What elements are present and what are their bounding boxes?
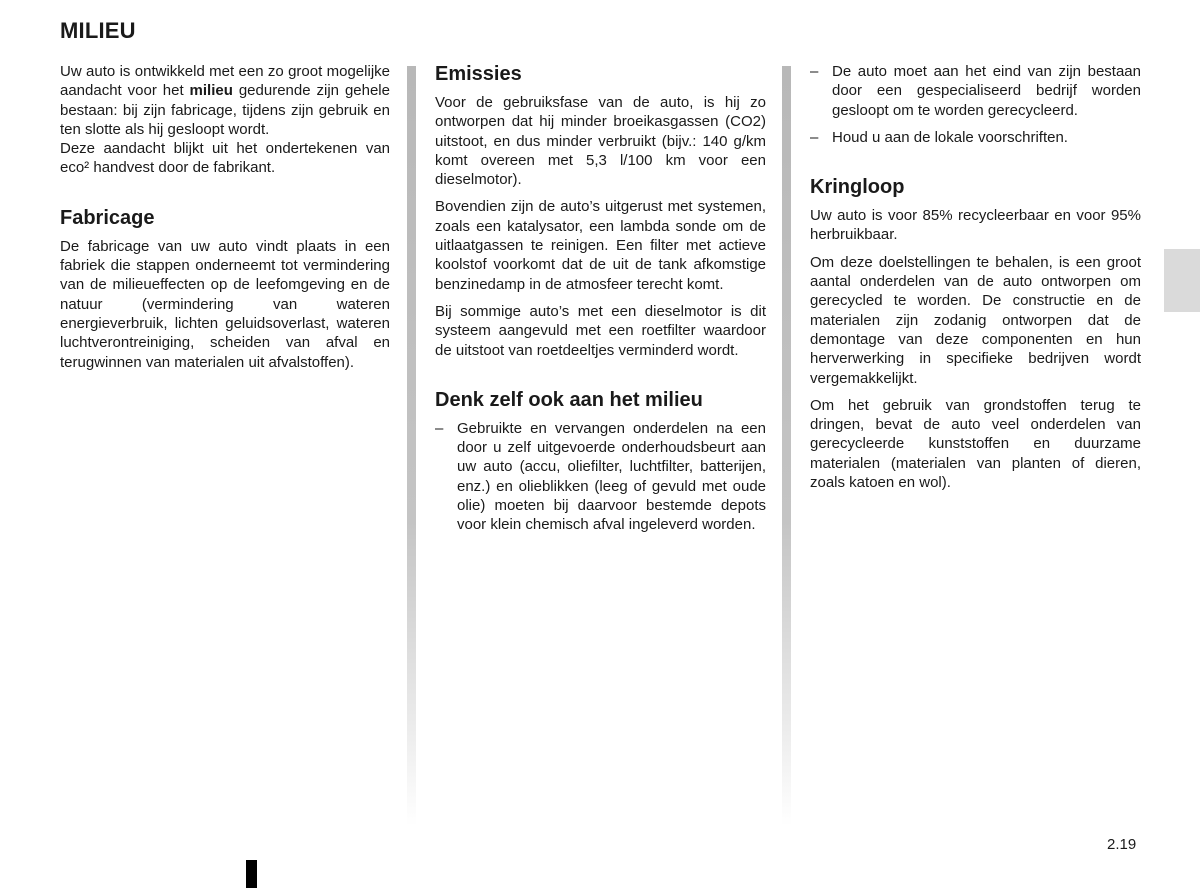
list-item-text: Gebruikte en vervangen onderdelen na een door u zelf uitgevoerde onderhoudsbeurt aan uw auto (accu, oliefilter, luchtfilter, batterijen, enz.) en olieblikken (leeg of gevuld met oude olie) moeten bij daarvoor bestemde depots voor klein chemisch afval ingeleverd worden.	[457, 419, 766, 534]
dash-bullet: –	[810, 63, 819, 80]
intro-text-part-1: Uw auto is ontwikkeld met een zo groot mogelijke aandacht voor het	[60, 63, 390, 100]
list-item	[810, 128, 1141, 147]
list-item-text: De auto moet aan het eind van zijn bestaan door een gespecialiseerd bedrijf worden gesloopt om te worden gerecycleerd.	[832, 63, 1141, 119]
fabricage-heading: Fabricage	[60, 206, 155, 229]
emissies-paragraph-2: Bovendien zijn de auto’s uitgerust met systemen, zoals een katalysator, een lambda sonde om de uitlaatgassen te reinigen. Een filter met actieve koolstof voorkomt dat de uit de tank afkomstige benzinedamp in de atmosfeer terecht komt.	[435, 198, 766, 293]
column-divider-left	[407, 66, 416, 826]
page-number: 2.19	[1107, 836, 1137, 853]
denk-heading: Denk zelf ook aan het milieu	[435, 388, 703, 411]
kringloop-paragraph-2: Om deze doelstellingen te behalen, is een groot aantal onderdelen van de auto ontworpen om gerecycled te worden. De constructie en de materialen zijn zodanig ontworpen dat de demontage van deze componenten en hun herverwerking in specifieke bedrijven wordt vergemakkelijkt.	[810, 253, 1141, 387]
emissies-heading: Emissies	[435, 63, 522, 85]
column-right	[810, 62, 1141, 500]
page-title: MILIEU	[60, 18, 136, 43]
dash-bullet: –	[435, 419, 444, 437]
list-item-text: Houd u aan de lokale voorschriften.	[832, 128, 1068, 146]
column-left	[60, 62, 390, 380]
emissies-paragraph-3: Bij sommige auto’s met een dieselmotor is dit systeem aangevuld met een roetfilter waardoor de uitstoot van roetdeeltjes verminderd wordt.	[435, 302, 766, 359]
fabricage-paragraph: De fabricage van uw auto vindt plaats in een fabriek die stappen onderneemt tot vermindering van de milieueffecten op de leefomgeving en de natuur (vermindering van wateren energieverbruik, lichten geluidsoverlast, wateren luchtverontreiniging, scheiden van afval en terugwinnen van materialen uit afvalstoffen).	[60, 237, 390, 371]
intro-emphasis: milieu	[189, 82, 233, 100]
column-middle	[435, 62, 766, 543]
intro-text-part-3: Deze aandacht blijkt uit het ondertekenen van eco² handvest door de fabrikant.	[60, 140, 390, 177]
crop-mark	[246, 860, 257, 888]
chapter-tab	[1164, 249, 1200, 312]
dash-bullet: –	[810, 128, 819, 146]
intro-paragraph	[60, 62, 390, 178]
column-divider-right	[782, 66, 791, 826]
kringloop-paragraph-3: Om het gebruik van grondstoffen terug te dringen, bevat de auto veel onderdelen van gerecycleerde kunststoffen en duurzame materialen (materialen van planten of dieren, zoals katoen en wol).	[810, 396, 1141, 492]
kringloop-paragraph-1: Uw auto is voor 85% recycleerbaar en voor 95% herbruikbaar.	[810, 207, 1141, 244]
intro-text-part-2: gedurende zijn gehele bestaan: bij zijn fabricage, tijdens zijn gebruik en ten slotte als hij gesloopt wordt.	[60, 82, 390, 138]
kringloop-heading: Kringloop	[810, 176, 905, 199]
list-item	[810, 62, 1141, 120]
emissies-paragraph-1: Voor de gebruiksfase van de auto, is hij zo ontworpen dat hij minder broeikasgassen (CO2) uitstoot, en dus minder verbruikt (bijv.: 140 g/km komt overeen met 5,3 l/100 km voor een dieselmotor).	[435, 94, 766, 189]
list-item	[435, 419, 766, 535]
